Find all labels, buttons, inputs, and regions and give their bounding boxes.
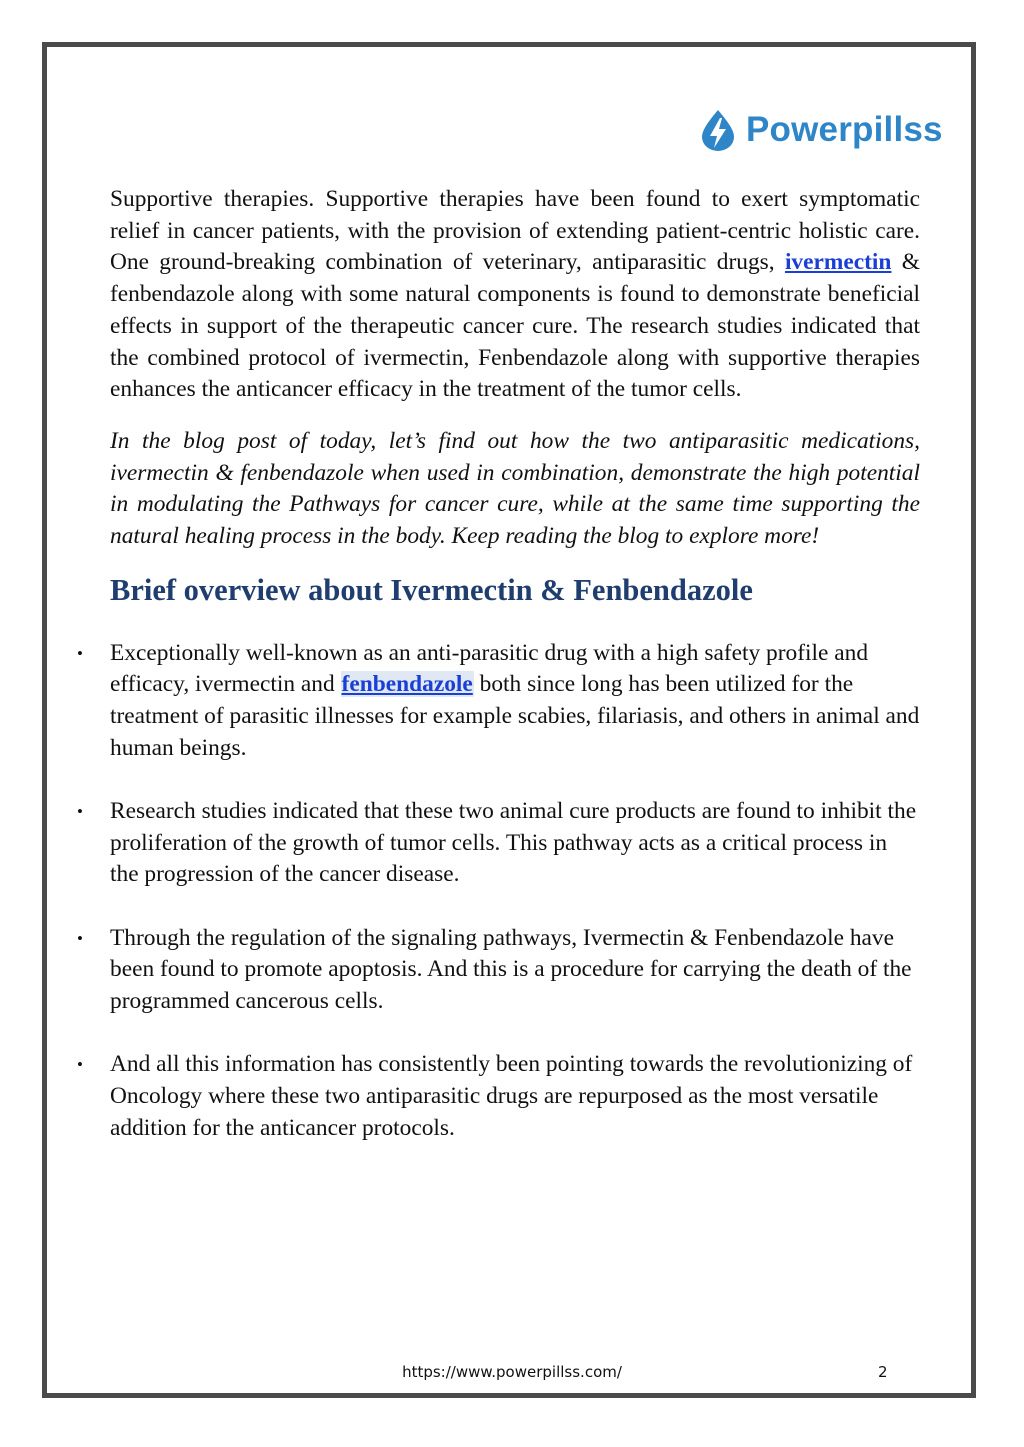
list-item-text: And all this information has consistently been pointing towards the revolutionizing of Oncology where these two antiparasitic drugs are repurposed as the most versatile addition for the anticancer protocols. (110, 1051, 913, 1141)
list-item (77, 638, 920, 765)
list-item-text: Research studies indicated that these two animal cure products are found to inhibit the proliferation of the growth of tumor cells. This pathway acts as a critical process in the progression of the cancer disease. (110, 798, 917, 888)
list-item-text: Through the regulation of the signaling pathways, Ivermectin & Fenbendazole have been found to promote apoptosis. And this is a procedure for carrying the death of the programmed cancerous cells. (110, 924, 912, 1015)
bullet-icon: • (77, 1055, 83, 1075)
bullet-icon: • (77, 928, 83, 948)
list-item (77, 1049, 920, 1144)
list-item (77, 796, 920, 891)
ivermectin-link[interactable]: ivermectin (784, 249, 892, 276)
section-heading: Brief overview about Ivermectin & Fenbendazole (110, 572, 753, 607)
footer-url[interactable]: https://www.powerpillss.com/ (402, 1363, 622, 1381)
fenbendazole-link[interactable]: fenbendazole (341, 671, 473, 698)
bullet-icon: • (77, 802, 83, 822)
list-item-text: both since long has been utilized for the treatment of parasitic illnesses for example scabies, filariasis, and others in animal and human beings. (110, 671, 920, 761)
intro-paragraph: In the blog post of today, let’s find out how the two antiparasitic medications, ivermectin & fenbendazole when used in combination, demonstrate the high potential in modulating the Pathways for cancer cure, while at the same time supporting the natural healing process in the body. Keep reading the blog to explore more! (110, 427, 920, 550)
brand-name: Powerpillss (746, 110, 943, 149)
article-body (77, 184, 920, 1176)
list-item-text: Exceptionally well-known as an anti-parasitic drug with a high safety profile and efficacy, ivermectin and (110, 639, 869, 698)
brand-logo[interactable] (698, 108, 943, 152)
paragraph-text: Supportive therapies. Supportive therapies have been found to exert symptomatic relief in cancer patients, with the provision of extending patient-centric holistic care. One ground-breaking combination of veterinary, antiparasitic drugs, (110, 186, 920, 276)
page-number: 2 (878, 1363, 888, 1381)
paragraph-text: & fenbendazole along with some natural components is found to demonstrate beneficial effects in support of the therapeutic cancer cure. The research studies indicated that the combined protocol of ivermectin, Fenbendazole along with supportive therapies enhances the anticancer efficacy in the treatment of the tumor cells. (110, 249, 920, 403)
bullet-icon: • (77, 643, 83, 663)
lightning-drop-icon (698, 108, 738, 152)
paragraph-supportive-therapies (110, 184, 920, 406)
bullet-list (77, 638, 920, 1145)
list-item (77, 923, 920, 1018)
